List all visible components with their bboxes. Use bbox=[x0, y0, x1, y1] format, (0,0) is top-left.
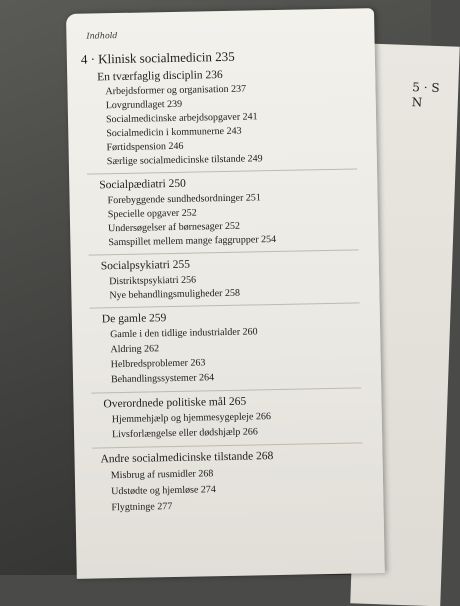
toc-subsection: Undersøgelser af børnesager 252 bbox=[108, 220, 241, 235]
toc-subsection: Særlige socialmedicinske tilstande 249 bbox=[106, 153, 263, 168]
chapter-heading: 4 · Klinisk socialmedicin 235 bbox=[80, 48, 235, 67]
toc-section: Socialpsykiatri 255 bbox=[100, 258, 191, 273]
toc-subsection: Førtidspension 246 bbox=[106, 140, 184, 154]
toc-subsection: Aldring 262 bbox=[110, 343, 160, 356]
toc-subsection: Flygtninge 277 bbox=[111, 501, 173, 514]
toc-subsection: Socialmedicinske arbejdsopgaver 241 bbox=[105, 111, 258, 126]
toc-subsection: Misbrug af rusmidler 268 bbox=[110, 468, 214, 482]
section-divider bbox=[91, 387, 361, 393]
toc-section: En tværfaglig disciplin 236 bbox=[97, 69, 223, 84]
toc-subsection: Helbredsproblemer 263 bbox=[110, 357, 206, 371]
toc-subsection: Hjemmehjælp og hjemmesygepleje 266 bbox=[111, 411, 272, 426]
book-page bbox=[66, 8, 385, 579]
toc-subsection: Socialmedicin i kommunerne 243 bbox=[106, 125, 242, 140]
toc-section: Overordnede politiske mål 265 bbox=[103, 395, 247, 411]
toc-subsection: Behandlingssystemer 264 bbox=[110, 372, 215, 386]
toc-section: Andre socialmedicinske tilstande 268 bbox=[100, 450, 274, 466]
toc-subsection: Samspillet mellem mange faggrupper 254 bbox=[108, 234, 277, 249]
section-divider bbox=[89, 249, 359, 255]
toc-subsection: Forebyggende sundhedsordninger 251 bbox=[107, 192, 261, 207]
toc-subsection: Specielle opgaver 252 bbox=[107, 207, 197, 221]
running-head: Indhold bbox=[86, 31, 118, 41]
toc-subsection: Livsforlængelse eller dødshjælp 266 bbox=[111, 426, 258, 441]
toc-subsection: Lovgrundlaget 239 bbox=[105, 98, 183, 112]
toc-subsection: Distriktspsykiatri 256 bbox=[109, 274, 197, 288]
toc-subsection: Udstødte og hjemløse 274 bbox=[111, 484, 216, 498]
facing-page-subline: N bbox=[411, 95, 423, 110]
toc-section: Socialpædiatri 250 bbox=[99, 177, 186, 192]
toc-subsection: Gamle i den tidlige industrialder 260 bbox=[110, 326, 258, 341]
section-divider bbox=[92, 442, 362, 448]
facing-page-heading: 5 · S bbox=[412, 80, 440, 96]
toc-subsection: Arbejdsformer og organisation 237 bbox=[105, 83, 247, 98]
section-divider bbox=[90, 302, 360, 308]
toc-section: De gamle 259 bbox=[101, 312, 167, 326]
toc-subsection: Nye behandlingsmuligheder 258 bbox=[109, 287, 241, 302]
section-divider bbox=[87, 168, 357, 174]
